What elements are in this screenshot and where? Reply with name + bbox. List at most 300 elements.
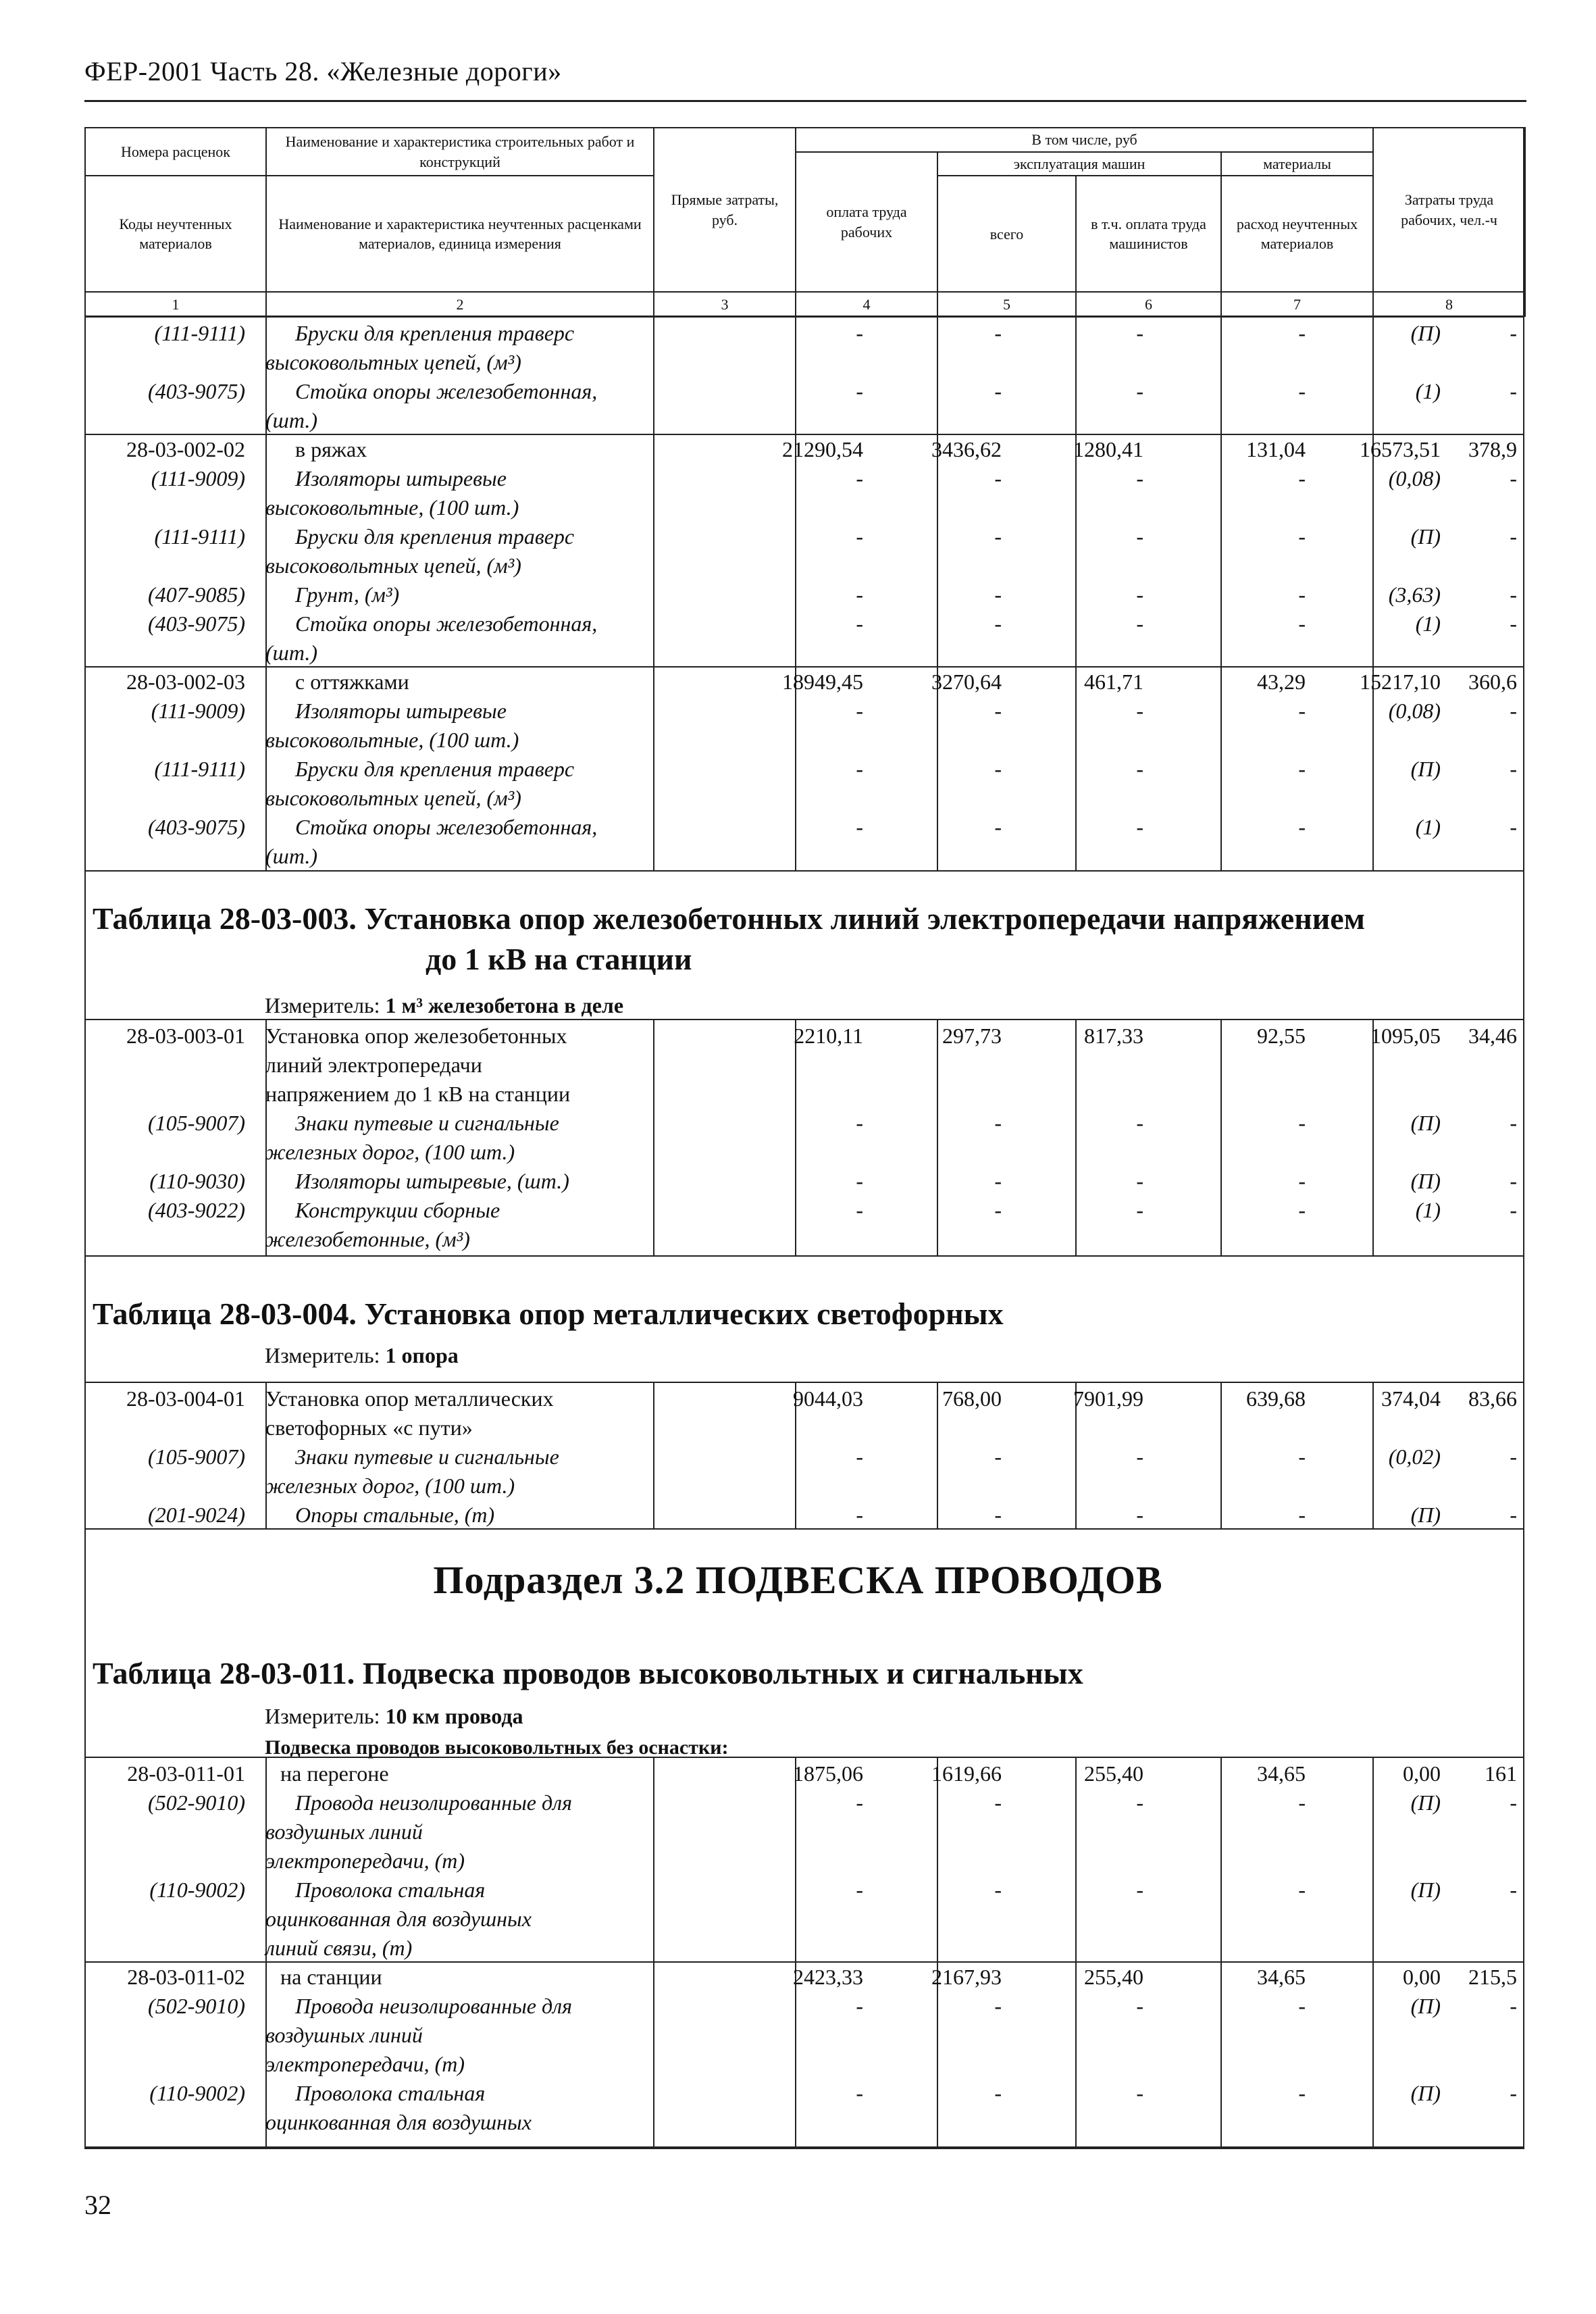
work-name: Знаки путевые и сигнальные [295,1444,559,1469]
value-col-8: - [1510,1878,1517,1902]
table-row [84,1413,1524,1442]
table-row [84,1080,1524,1108]
table-row [84,551,1524,580]
meter-label: Измеритель: [265,1343,380,1367]
col-number-1: 1 [85,292,266,316]
value-col-3: - [856,1111,863,1135]
value-col-6: - [1298,1198,1306,1222]
value-col-5: - [1136,1444,1143,1469]
value-col-4: - [994,815,1002,839]
rate-code: 28-03-003-01 [126,1024,245,1048]
value-col-8: - [1510,699,1517,723]
block-bottom-rule [84,2148,1524,2149]
value-col-5: - [1136,321,1143,345]
value-col-4: 3270,64 [931,670,1002,694]
work-name: (шт.) [265,844,317,868]
table-row [84,1501,1524,1529]
work-name: Изоляторы штыревые, (шт.) [295,1169,569,1193]
value-col-8: - [1510,1111,1517,1135]
value-col-5: - [1136,1878,1143,1902]
value-col-4: - [994,582,1002,607]
table-row [84,377,1524,405]
table-row [84,1788,1524,1817]
value-col-3: - [856,815,863,839]
work-name: Установка опор железобетонных [265,1024,567,1048]
work-name: Изоляторы штыревые [295,699,507,723]
table-003-meter [265,993,623,1018]
value-col-3: - [856,1198,863,1222]
value-col-3: 1875,06 [793,1761,863,1786]
table-row [84,813,1524,841]
value-col-8: 215,5 [1468,1965,1517,1989]
work-name: железных дорог, (100 шт.) [265,1474,515,1498]
work-name: с оттяжками [295,670,409,694]
work-name: Бруски для крепления траверс [295,321,575,345]
table-row [84,1934,1524,1962]
col-header-8: Затраты труда рабочих, чел.-ч [1373,128,1525,292]
col-header-incl: В том числе, руб [796,128,1373,152]
value-col-7: 0,00 [1403,1965,1441,1989]
value-col-3: 21290,54 [782,437,863,461]
table-004-title: Таблица 28-03-004. Установка опор металлических светофорных [93,1297,1004,1331]
table-row [84,435,1524,463]
value-col-4: 2167,93 [931,1965,1002,1989]
value-col-7: (1) [1415,611,1441,636]
value-col-6: - [1298,2081,1306,2105]
col-number-5: 5 [937,292,1076,316]
value-col-4: - [994,1878,1002,1902]
value-col-4: - [994,1111,1002,1135]
value-col-3: - [856,1503,863,1527]
table-row [84,1109,1524,1137]
value-col-3: - [856,1994,863,2018]
table-row [84,726,1524,754]
block-top-rule [84,1382,1524,1383]
rate-code: (111-9111) [154,757,245,781]
value-col-6: - [1298,582,1306,607]
work-name: Стойка опоры железобетонная, [295,815,598,839]
col-header-1-bottom: Коды неучтенных материалов [85,176,266,292]
rate-code: (502-9010) [148,1790,245,1815]
page-header-title: ФЕР-2001 Часть 28. «Железные дороги» [84,56,562,86]
value-col-5: 7901,99 [1073,1386,1143,1411]
rate-code: (111-9009) [151,699,245,723]
table-row [84,1442,1524,1471]
table-row [84,1472,1524,1500]
value-col-6: 34,65 [1257,1761,1306,1786]
value-col-7: (П) [1410,2081,1441,2105]
table-row [84,464,1524,493]
meter-label: Измеритель: [265,1704,380,1728]
work-name: Провода неизолированные для [295,1790,572,1815]
value-col-5: - [1136,524,1143,549]
col-number-8: 8 [1373,292,1525,316]
rate-code: (502-9010) [148,1994,245,2018]
table-row [84,755,1524,783]
value-col-7: (1) [1415,815,1441,839]
work-name: Установка опор металлических [265,1386,554,1411]
table-row [84,609,1524,638]
table-row [84,638,1524,667]
value-col-4: - [994,1444,1002,1469]
value-col-8: - [1510,1198,1517,1222]
value-col-4: 1619,66 [931,1761,1002,1786]
value-col-7: (0,08) [1388,699,1441,723]
value-col-6: - [1298,379,1306,403]
col-header-2-bottom: Наименование и характеристика неучтенных расценками материалов, единица измерения [266,176,654,292]
value-col-3: 18949,45 [782,670,863,694]
work-name: оцинкованная для воздушных [265,2110,532,2134]
col-number-3: 3 [654,292,796,316]
table-011-title: Таблица 28-03-011. Подвеска проводов высоковольтных и сигнальных [93,1656,1083,1690]
table-row [84,1876,1524,1904]
value-col-6: - [1298,1790,1306,1815]
table-row [84,1384,1524,1413]
work-name: высоковольтных цепей, (м³) [265,786,521,810]
rate-code: 28-03-002-03 [126,670,245,694]
value-col-7: (П) [1410,524,1441,549]
work-name: Изоляторы штыревые [295,466,507,491]
value-col-7: (П) [1410,1878,1441,1902]
value-col-7: (П) [1410,1994,1441,2018]
value-col-3: - [856,379,863,403]
value-col-5: - [1136,1169,1143,1193]
value-col-3: - [856,611,863,636]
value-col-7: (0,02) [1388,1444,1441,1469]
value-col-3: - [856,582,863,607]
value-col-6: - [1298,757,1306,781]
column-header [84,127,1526,317]
table-row [84,1022,1524,1050]
table-row [84,1817,1524,1846]
value-col-8: - [1510,1444,1517,1469]
value-col-8: 360,6 [1468,670,1517,694]
work-name: высоковольтные, (100 шт.) [265,728,519,752]
value-col-8: - [1510,1169,1517,1193]
table-row [84,668,1524,696]
value-col-7: (1) [1415,379,1441,403]
value-col-7: 0,00 [1403,1761,1441,1786]
value-col-7: (П) [1410,321,1441,345]
table-row [84,493,1524,522]
table-row [84,319,1524,347]
col-header-2-top: Наименование и характеристика строительных работ и конструкций [266,128,654,176]
section-rule [84,870,1524,872]
value-col-6: - [1298,611,1306,636]
value-col-6: - [1298,321,1306,345]
rate-code: (111-9009) [151,466,245,491]
table-row [84,1963,1524,1991]
value-col-6: - [1298,1503,1306,1527]
value-col-7: (П) [1410,1111,1441,1135]
value-col-3: 9044,03 [793,1386,863,1411]
work-name: (шт.) [265,408,317,432]
value-col-7: (П) [1410,1790,1441,1815]
table-003-title-line2: до 1 кВ на станции [426,942,692,976]
col-header-5: всего [937,176,1076,292]
value-col-4: - [994,1198,1002,1222]
value-col-8: - [1510,1994,1517,2018]
value-col-7: 15217,10 [1360,670,1441,694]
value-col-5: - [1136,1198,1143,1222]
value-col-3: - [856,1169,863,1193]
value-col-4: - [994,1994,1002,2018]
value-col-6: - [1298,466,1306,491]
value-col-8: - [1510,379,1517,403]
rate-code: (407-9085) [148,582,245,607]
table-row [84,1138,1524,1166]
value-col-7: (П) [1410,1169,1441,1193]
value-col-3: - [856,2081,863,2105]
value-col-4: - [994,611,1002,636]
value-col-8: 34,46 [1468,1024,1517,1048]
value-col-8: - [1510,611,1517,636]
value-col-5: - [1136,1503,1143,1527]
work-name: высоковольтных цепей, (м³) [265,553,521,578]
work-name: оцинкованная для воздушных [265,1907,532,1931]
work-name: электропередачи, (т) [265,1848,465,1873]
work-name: железобетонные, (м³) [265,1227,470,1251]
value-col-8: 83,66 [1468,1386,1517,1411]
table-row [84,842,1524,870]
value-col-7: 374,04 [1381,1386,1441,1411]
value-col-8: - [1510,815,1517,839]
value-col-5: - [1136,582,1143,607]
work-name: Проволока стальная [295,2081,486,2105]
value-col-3: - [856,1790,863,1815]
col-number-2: 2 [266,292,654,316]
table-row [84,1992,1524,2020]
table-011-meter [265,1704,523,1729]
table-row [84,2108,1524,2136]
rate-code: (105-9007) [148,1111,245,1135]
work-name: Стойка опоры железобетонная, [295,611,598,636]
value-col-4: - [994,379,1002,403]
value-col-5: - [1136,379,1143,403]
value-col-3: - [856,524,863,549]
value-col-5: - [1136,2081,1143,2105]
table-003-title: Таблица 28-03-003. Установка опор железобетонных линий электропередачи напряжением [93,901,1365,936]
value-col-7: (3,63) [1388,582,1441,607]
rate-code: (110-9002) [149,2081,245,2105]
value-col-6: - [1298,524,1306,549]
work-name: линий электропередачи [265,1053,482,1077]
table-row [84,1196,1524,1224]
meter-label: Измеритель: [265,993,380,1017]
value-col-5: - [1136,1790,1143,1815]
table-row [84,1759,1524,1788]
col-header-materials: материалы [1221,152,1373,176]
value-col-4: 3436,62 [931,437,1002,461]
table-row [84,1905,1524,1933]
meter-value: 10 км провода [385,1704,523,1728]
rate-code: (403-9022) [148,1198,245,1222]
value-col-4: - [994,1169,1002,1193]
value-col-8: 161 [1485,1761,1517,1786]
value-col-6: 639,68 [1246,1386,1306,1411]
table-004-meter [265,1343,459,1368]
page-number: 32 [84,2190,111,2220]
work-name: в ряжах [295,437,367,461]
table-row [84,697,1524,725]
work-name: электропередачи, (т) [265,2052,465,2076]
value-col-4: - [994,524,1002,549]
rate-code: 28-03-011-02 [127,1965,245,1989]
value-col-5: 1280,41 [1073,437,1143,461]
value-col-6: - [1298,1878,1306,1902]
work-name: железных дорог, (100 шт.) [265,1140,515,1164]
group-heading: Подвеска проводов высоковольтных без оснастки: [265,1736,729,1759]
value-col-3: - [856,757,863,781]
value-col-5: 255,40 [1084,1761,1143,1786]
rate-code: 28-03-002-02 [126,437,245,461]
table-row [84,522,1524,551]
table-row [84,2050,1524,2078]
value-col-6: 92,55 [1257,1024,1306,1048]
value-col-3: 2210,11 [794,1024,863,1048]
work-name: на перегоне [280,1761,389,1786]
value-col-3: - [856,466,863,491]
value-col-7: (П) [1410,1503,1441,1527]
table-row [84,784,1524,812]
subsection-title: Подраздел 3.2 ПОДВЕСКА ПРОВОДОВ [433,1558,1163,1602]
section-rule [84,1255,1524,1257]
value-col-8: - [1510,1790,1517,1815]
col-number-4: 4 [796,292,937,316]
table-row [84,1051,1524,1079]
rate-code: (111-9111) [154,524,245,549]
work-name: (шт.) [265,640,317,665]
value-col-5: 255,40 [1084,1965,1143,1989]
work-name: Бруски для крепления траверс [295,524,575,549]
meter-value: 1 опора [385,1343,459,1367]
value-col-6: 34,65 [1257,1965,1306,1989]
value-col-5: - [1136,815,1143,839]
rate-code: (403-9075) [148,379,245,403]
rate-code: 28-03-004-01 [126,1386,245,1411]
value-col-5: - [1136,466,1143,491]
col-number-7: 7 [1221,292,1373,316]
value-col-7: 1095,05 [1370,1024,1441,1048]
table-row [84,1225,1524,1253]
table-row [84,406,1524,434]
value-col-3: - [856,1444,863,1469]
table-row [84,2021,1524,2049]
value-col-5: - [1136,757,1143,781]
table-row [84,348,1524,376]
work-name: линий связи, (т) [265,1936,413,1960]
value-col-8: 378,9 [1468,437,1517,461]
rate-code: (403-9075) [148,815,245,839]
table-row [84,1846,1524,1875]
value-col-4: - [994,1503,1002,1527]
work-name: на станции [280,1965,382,1989]
value-col-3: - [856,1878,863,1902]
work-name: напряжением до 1 кВ на станции [265,1082,571,1106]
value-col-5: - [1136,1994,1143,2018]
value-col-3: 2423,33 [793,1965,863,1989]
value-col-7: (П) [1410,757,1441,781]
value-col-4: - [994,2081,1002,2105]
value-col-4: - [994,466,1002,491]
rate-code: 28-03-011-01 [127,1761,245,1786]
table-row [84,580,1524,609]
work-name: воздушных линий [265,1819,423,1844]
value-col-6: - [1298,1111,1306,1135]
work-name: Опоры стальные, (т) [295,1503,495,1527]
rate-code: (110-9030) [149,1169,245,1193]
work-name: высоковольтных цепей, (м³) [265,350,521,374]
block-top-rule [84,1757,1524,1758]
rate-code: (201-9024) [148,1503,245,1527]
value-col-6: - [1298,1444,1306,1469]
value-col-8: - [1510,524,1517,549]
value-col-6: - [1298,699,1306,723]
value-col-8: - [1510,582,1517,607]
table-row [84,1167,1524,1195]
value-col-3: - [856,699,863,723]
value-col-6: 131,04 [1246,437,1306,461]
col-header-machines: эксплуатация машин [937,152,1221,176]
work-name: Бруски для крепления траверс [295,757,575,781]
value-col-4: - [994,757,1002,781]
col-header-7: расход неучтенных материалов [1221,176,1373,292]
header-rule [84,100,1526,102]
work-name: Знаки путевые и сигнальные [295,1111,559,1135]
work-name: светофорных «с пути» [265,1415,473,1440]
work-name: Конструкции сборные [295,1198,500,1222]
value-col-5: 817,33 [1084,1024,1143,1048]
work-name: воздушных линий [265,2023,423,2047]
work-name: Стойка опоры железобетонная, [295,379,598,403]
work-name: Грунт, (м³) [295,582,400,607]
col-number-6: 6 [1076,292,1221,316]
value-col-8: - [1510,1503,1517,1527]
work-name: высоковольтные, (100 шт.) [265,495,519,520]
value-col-8: - [1510,321,1517,345]
rate-code: (110-9002) [149,1878,245,1902]
value-col-8: - [1510,466,1517,491]
value-col-4: - [994,699,1002,723]
value-col-5: - [1136,699,1143,723]
table-row [84,2079,1524,2107]
value-col-5: - [1136,1111,1143,1135]
value-col-4: 297,73 [942,1024,1002,1048]
meter-value: 1 м³ железобетона в деле [385,993,624,1017]
value-col-6: - [1298,1994,1306,2018]
value-col-8: - [1510,757,1517,781]
value-col-6: - [1298,815,1306,839]
col-header-3: Прямые затраты, руб. [654,128,796,292]
work-name: Проволока стальная [295,1878,486,1902]
value-col-4: - [994,1790,1002,1815]
value-col-5: 461,71 [1084,670,1143,694]
rate-code: (403-9075) [148,611,245,636]
value-col-7: (0,08) [1388,466,1441,491]
value-col-5: - [1136,611,1143,636]
value-col-3: - [856,321,863,345]
rate-code: (111-9111) [154,321,245,345]
col-header-1-top: Номера расценок [85,128,266,176]
value-col-7: 16573,51 [1360,437,1441,461]
block-top-rule [84,316,1524,318]
work-name: Провода неизолированные для [295,1994,572,2018]
value-col-6: 43,29 [1257,670,1306,694]
block-top-rule [84,1019,1524,1020]
value-col-6: - [1298,1169,1306,1193]
col-header-6: в т.ч. оплата труда машинистов [1076,176,1221,292]
value-col-8: - [1510,2081,1517,2105]
